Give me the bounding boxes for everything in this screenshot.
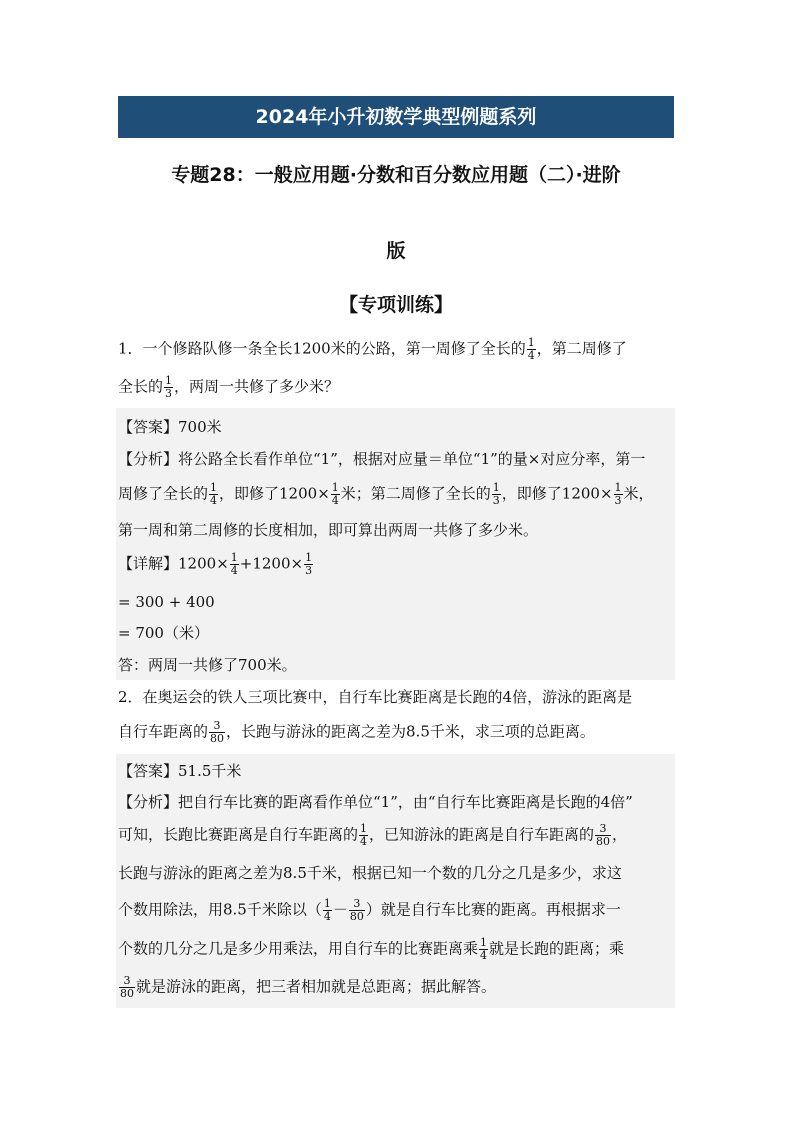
fraction: $\frac{1}{3}$ (165, 374, 173, 400)
q1-text-line2 (118, 375, 339, 400)
detail-label: 【详解】 (118, 554, 179, 573)
answer-value: 700米 (178, 418, 222, 436)
topic-title-continued: 版 (386, 240, 406, 262)
fraction: $\frac{1}{4}$ (527, 336, 535, 362)
q2-text: 自行车距离的 (118, 722, 209, 741)
q1-analysis-line1 (118, 448, 645, 469)
analysis-text: ， (612, 825, 628, 844)
fraction: $\frac{3}{80}$ (210, 719, 225, 745)
topic-title: 专题28：一般应用题·分数和百分数应用题（二）·进阶 (171, 164, 621, 186)
q2-analysis-line2 (118, 823, 627, 848)
q1-final-answer: 答：两周一共修了700米。 (118, 656, 297, 674)
q2-analysis-line6 (118, 975, 496, 1000)
detail-text: 1200× (178, 554, 229, 573)
answer-label: 【答案】 (118, 762, 179, 780)
fraction: $\frac{1}{3}$ (614, 481, 622, 507)
section-heading: 【专项训练】 (338, 294, 453, 316)
fraction: $\frac{1}{4}$ (230, 551, 238, 577)
series-banner: 2024年小升初数学典型例题系列 (118, 96, 674, 138)
analysis-label: 【分析】 (118, 450, 179, 468)
q1-analysis-line2 (118, 482, 654, 507)
q2-analysis-line1 (118, 791, 633, 812)
fraction: $\frac{1}{3}$ (305, 551, 313, 577)
q2-analysis-line5 (118, 937, 624, 962)
analysis-text: 周修了全长的 (118, 484, 209, 503)
q2-analysis-line4 (118, 898, 621, 923)
fraction: $\frac{1}{4}$ (360, 822, 368, 848)
fraction: $\frac{1}{4}$ (331, 481, 339, 507)
analysis-text: 就是游泳的距离，把三者相加就是总距离；据此解答。 (136, 977, 497, 996)
detail-text: +1200× (239, 554, 304, 573)
fraction: $\frac{1}{4}$ (210, 481, 218, 507)
answer-value: 51.5千米 (178, 762, 242, 780)
analysis-text: ，已知游泳的距离是自行车距离的 (369, 825, 595, 844)
analysis-text: ，即修了1200× (501, 484, 613, 503)
answer-label: 【答案】 (118, 418, 179, 436)
analysis-text: － (332, 900, 348, 919)
q1-text-line1 (118, 337, 627, 362)
analysis-text: 个数用除法，用8.5千米除以（ (118, 900, 322, 919)
q2-text-line2 (118, 720, 595, 745)
fraction: $\frac{3}{80}$ (596, 822, 611, 848)
q1-detail-line3: = 700（米） (118, 624, 209, 642)
analysis-text: ，即修了1200× (219, 484, 330, 503)
q1-text: ，第二周修了 (536, 339, 627, 358)
analysis-text: 把自行车比赛的距离看作单位“1”，由“自行车比赛距离是长跑的4倍” (178, 793, 633, 811)
analysis-text: 可知，长跑比赛距离是自行车距离的 (118, 825, 359, 844)
fraction: $\frac{1}{4}$ (480, 936, 488, 962)
fraction: $\frac{3}{80}$ (120, 974, 134, 1000)
q2-text: ，长跑与游泳的距离之差为8.5千米，求三项的总距离。 (226, 722, 595, 741)
fraction: $\frac{1}{3}$ (492, 481, 500, 507)
q1-analysis-line3: 第一周和第二周修的长度相加，即可算出两周一共修了多少米。 (118, 521, 539, 539)
analysis-text: 个数的几分之几是多少用乘法，用自行车的比赛距离乘 (118, 939, 479, 958)
analysis-label: 【分析】 (118, 793, 179, 811)
q1-text: 全长的 (118, 377, 164, 396)
q1-detail-line2: = 300 + 400 (118, 593, 215, 611)
q1-detail-line1 (118, 552, 314, 577)
analysis-text: 米；第二周修了全长的 (340, 484, 491, 503)
q1-text: ，两周一共修了多少米？ (174, 377, 340, 396)
analysis-text: 就是长跑的距离；乘 (489, 939, 625, 958)
analysis-text: ）就是自行车比赛的距离。再根据求一 (365, 900, 621, 919)
fraction: $\frac{1}{4}$ (323, 897, 331, 923)
q1-text: 1．一个修路队修一条全长1200米的公路，第一周修了全长的 (118, 339, 526, 358)
q2-analysis-line3: 长跑与游泳的距离之差为8.5千米，根据已知一个数的几分之几是多少，求这 (118, 864, 622, 882)
q1-answer (118, 416, 222, 437)
analysis-text: 将公路全长看作单位“1”，根据对应量＝单位“1”的量×对应分率，第一 (178, 450, 646, 468)
q2-answer (118, 760, 241, 781)
q2-text-line1: 2．在奥运会的铁人三项比赛中，自行车比赛距离是长跑的4倍，游泳的距离是 (118, 688, 633, 706)
analysis-text: 米， (623, 484, 654, 503)
fraction: $\frac{3}{80}$ (349, 897, 364, 923)
